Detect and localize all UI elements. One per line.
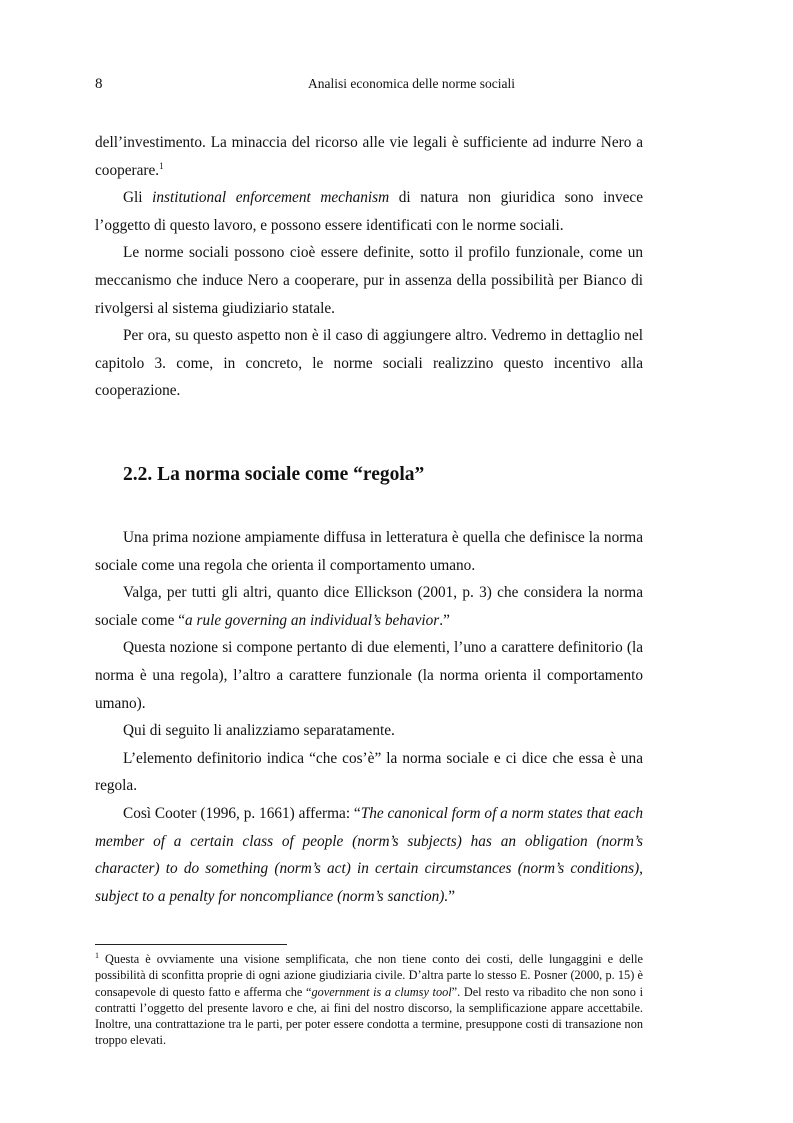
paragraph: Così Cooter (1996, p. 1661) afferma: “The canonical form of a norm states that each member of a certain class of people (norm’s subjects) has an obligation (norm’s character) to do something (norm’s act) in certain circumstances (norm’s conditions), subject to a penalty for noncompliance (norm’s sanction).” (95, 804, 643, 905)
section-heading: 2.2. La norma sociale come “regola” (123, 464, 425, 485)
paragraph: Valga, per tutti gli altri, quanto dice Ellickson (2001, p. 3) che considera la norma sociale come “a rule governing an individual’s behavior.” (95, 584, 643, 629)
footnote-separator (95, 944, 287, 945)
footnote-reference[interactable]: 1 (159, 160, 164, 171)
paragraph: Questa nozione si compone pertanto di due elementi, l’uno a carattere definitorio (la norma è una regola), l’altro a carattere funzionale (la norma orienta il comportamento umano). (95, 639, 643, 712)
paragraph: Qui di seguito li analizziamo separatamente. (123, 722, 395, 740)
paragraph: L’elemento definitorio indica “che cos’è” la norma sociale e ci dice che essa è una regola. (95, 749, 643, 795)
paragraph: Gli institutional enforcement mechanism di natura non giuridica sono invece l’oggetto di questo lavoro, e possono essere identificati con le norme sociali. (95, 189, 643, 234)
footnote: $^1$ Questa è ovviamente una visione semplificata, che non tiene conto dei costi, delle lungaggini e delle possibilità di sconfitta proprie di ogni azione giudiziaria civile. D’altra parte lo stesso E. Posner (2000, p. 15) è consapevole di questo fatto e afferma che “government is a clumsy tool”. Del resto va ribadito che non sono i contratti l’oggetto del presente lavoro e che, ai fini del nostro discorso, la semplificazione appare accettabile. Inoltre, una contrattazione tra le parti, per poter essere condotta a termine, presuppone costi di transazione non troppo elevati. (95, 951, 643, 1048)
paragraph: dell’investimento. La minaccia del ricorso alle vie legali è sufficiente ad indurre Nero a cooperare.$^1$ (95, 134, 643, 179)
section-intro (95, 129, 643, 405)
section-body (95, 524, 643, 910)
running-title: Analisi economica delle norme sociali (308, 76, 515, 91)
page-number: 8 (95, 76, 103, 92)
footnote-number: 1 (95, 951, 99, 960)
paragraph: Per ora, su questo aspetto non è il caso di aggiungere altro. Vedremo in dettaglio nel capitolo 3. come, in concreto, le norme sociali realizzino questo incentivo alla cooperazione. (95, 327, 643, 400)
paragraph: Una prima nozione ampiamente diffusa in letteratura è quella che definisce la norma sociale come una regola che orienta il comportamento umano. (95, 529, 643, 574)
paragraph: Le norme sociali possono cioè essere definite, sotto il profilo funzionale, come un meccanismo che induce Nero a cooperare, pur in assenza della possibilità per Bianco di rivolgersi al sistema giudiziario statale. (95, 244, 643, 317)
